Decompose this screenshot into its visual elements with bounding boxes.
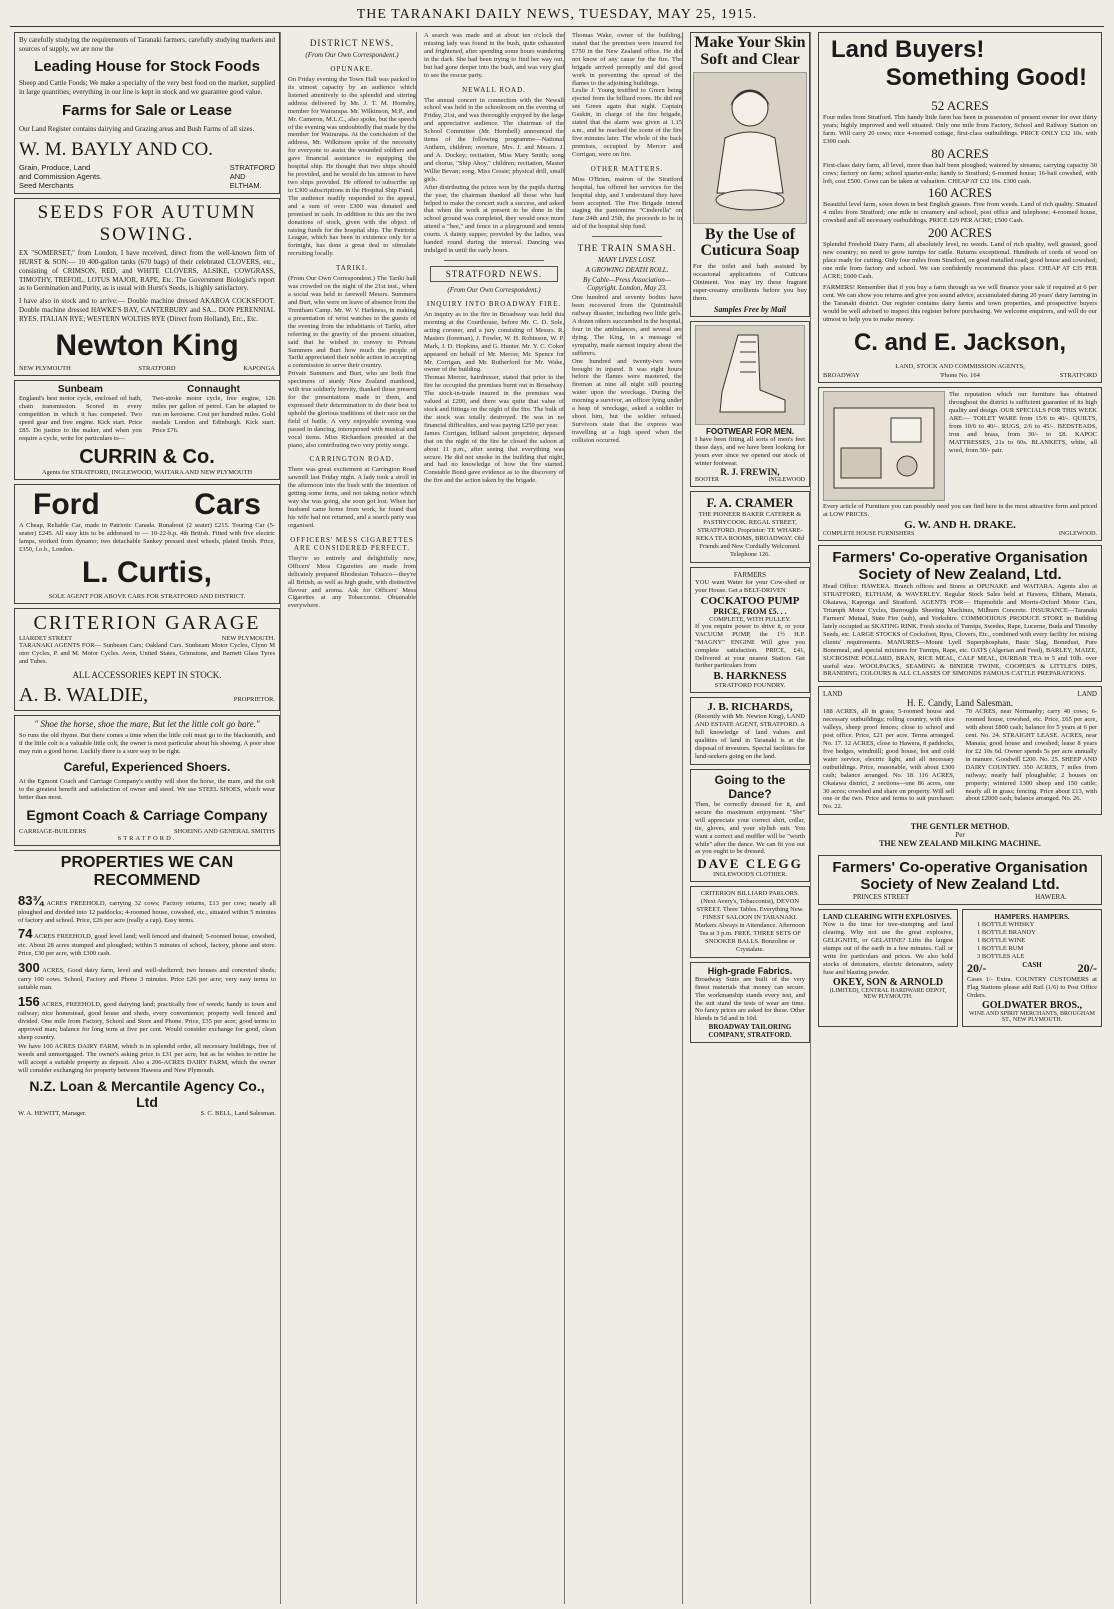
pump-heading: COCKATOO PUMP [700, 594, 800, 607]
room-interior-icon [829, 398, 939, 494]
property-4-text: ACRES, FREEHOLD, good dairying land; practically free of weeds; handy to town and railway; nice homestead, good house and sheds, every convenience; property well fenced and divided. One mile from Factory, School and Store and Phone. Price, £35 per acre; good terms to approved man; balance for long term at five per cent. Would consider exchange for good, clean sheep country. [18, 1000, 276, 1041]
explosives-advert [818, 909, 958, 1026]
inquiry-article-2: Thomas Mercer, hairdresser, stated that prior to the fire he occupied the premises burnt out in Broadway. The stock-in-trade insured in the premises was valued at £200, and there was quite that value of stock and fittings on the night of the fire. The bulk of the stock was totally destroyed. He was in no financial difficulties, and was paying £250 per year. [424, 374, 564, 429]
pump-price: PRICE, FROM £5. . . [713, 606, 787, 616]
cigarettes-heading: OFFICERS' MESS CIGARETTES ARE CONSIDERED PERFECT. [290, 535, 414, 552]
garage-agents: TARANAKI AGENTS FOR— Sunbeam Cars; Oakland Cars. Sunbeam Motor Cycles, Clyno M otor Cycles, P. and M. Motor Cycles. Avon, United States, Grimstone, and Barnett Glass Tyres and Tubes. [19, 642, 275, 666]
pump-text-2: If you require power to drive it, or your VACUUM PUMP, the 1½ H.P. "MAGNY" ENGINE Will give you complete satisfaction. PRICE, £41, Delivered at your nearest Station. Get further particulars from [695, 622, 805, 670]
cramer-name: F. A. CRAMER [706, 495, 794, 511]
train-smash-heading: THE TRAIN SMASH. [577, 243, 677, 254]
fabrics-text: Broadway Suits are built of the very finest materials that money can secure. The workmanship stands every test, and the suit stand the tests of wear are time. No fancy prices are asked for these. Other blends in 5d and in 10d. [695, 975, 805, 1023]
property-3 [18, 960, 276, 992]
bayly-firm: W. M. BAYLY AND CO. [19, 139, 213, 161]
coop2-town: HAWERA. [1035, 893, 1067, 902]
fire-article-2: Leslie J. Young testified to Green being ejected from the billiard room. He did not see Green again that night. Captain Gaskin, in charge of the fire brigade, stated that the alarm was given at 1.15 a.m., and he reached the scene of the fire five minutes later. The whole of the back premises, occupied by Mercer and Corrigan, were on fire. [572, 87, 682, 158]
column-ads-left [14, 32, 281, 1604]
opunake-heading: OPUNAKE. [330, 65, 374, 73]
gentler-per: Per [955, 831, 965, 840]
coop-heading-2: Society of New Zealand, Ltd. [858, 566, 1062, 584]
garage-stock: ALL ACCESSORIES KEPT IN STOCK. [72, 670, 222, 681]
coach-text-2: At the Egmont Coach and Carriage Company's smithy will shoe the horse, the mare, and the colt to the greatest benefit and satisfaction of owner and steed. We use STEEL SHOES, which wear better than most. [19, 778, 275, 801]
dance-heading: Going to the Dance? [714, 772, 786, 801]
cramer-text: THE PIONEER BAKER CATERER & PASTRYCOOK. REGAL STREET, STRATFORD. Proprietor: TE WHARE-REKA TEA ROOMS, BROADWAY. Old Friends and New Cordially Welcomed. Telephone 126. [695, 511, 805, 559]
curtis-heading: L. Curtis, [81, 556, 212, 590]
other-matters-article: Miss O'Brien, matron of the Stratford hospital, has offered her services for the hospital ship, and I understand they have been accepted. The Fire Brigade intend staging the pantomime "Cinderella" on June 24th and 25th, the proceeds to be in aid of the hospital ship fund. [572, 175, 682, 231]
cockatoo-pump-advert [690, 567, 810, 693]
carrington-article: There was great excitement at Carrington Road sawmill last Friday night. A lady took a stroll in the afternoon into the bush with the intention of getting some ferns, and not taking notice which way she was going, she soon got lost. When her husband came home from work, he found that his wife had not returned, and a search party was organised. [288, 466, 416, 529]
property-2 [18, 926, 276, 958]
property-4-number: 156 [18, 993, 40, 1009]
boot-icon [710, 330, 790, 420]
drake-name: G. W. AND H. DRAKE. [904, 519, 1016, 532]
land-buyers-heading: Land Buyers! [831, 36, 985, 63]
newall-road-heading: NEWALL ROAD. [462, 85, 526, 94]
cigarettes-article: They're so entirely and delightfully new, Officers' Mess Cigarettes are made from delicately prepared Rhodesian Tobacco—they're all British, as well as high grade, with distinctive flavour and aroma. Ask for Officers' Mess Cigarettes at any Tobacconist. Obtainable everywhere. [288, 554, 416, 610]
clegg-trade: INGLEWOOD'S CLOTHIER. [713, 872, 787, 879]
land-buyers-advert [818, 32, 1102, 383]
drake-town: INGLEWOOD. [1058, 531, 1097, 538]
tariki-heading: TARIKI. [336, 264, 368, 273]
property-3-text: ACRES, Good dairy farm, level and well-sheltered; two houses and concreted sheds; carry 100 cows. School, Factory and Phone 3 minutes. Price £26 per acre; very easy terms to suitable man. [18, 967, 276, 991]
waldie-title: PROPRIETOR. [233, 696, 275, 704]
coach-verse: " Shoe the horse, shoe the mare, But let the little colt go bare." [34, 719, 260, 730]
goldwater-name: GOLDWATER BROS., [981, 999, 1083, 1011]
bayly-towns: STRATFORD AND ELTHAM. [229, 163, 275, 191]
bayly-heading-2: Farms for Sale or Lease [61, 101, 233, 119]
candy-land-advert [818, 686, 1102, 815]
cuticura-heading-2: By the Use of Cuticura Soap [700, 225, 800, 260]
newton-king-logo: Newton King [55, 329, 239, 363]
column-district-news [288, 32, 417, 1604]
broadway-tailoring: BROADWAY TAILORING COMPANY, STRATFORD. [708, 1023, 792, 1040]
land-left: LAND [823, 690, 843, 699]
coop-text: Head Office: HAWERA. Branch offices and Stores at OPUNAKE and WAITARA. Agents also at STRATFORD, ELTHAM, & WAVERLEY. Regular Stock Sales held at Hawera, Eltham, Manaia, Okaiawa, Kaponga and Stratford. AGENTS FOR— Hupmobile and Morris-Oxford Motor Cars, Triumph Motor Cycles, Burroughs Sheeting Machines, Milburn Concrete. INSURANCE—Taranaki Farmers' Mutual, State Fire (sub), and Yorkshire. COMMODIOUS PRODUCE STORE in Building lately occupied as SKATING RINK. Fresh stocks of Turnips, Swedes, Rape, Lucerne, Buda and Timothy Seeds, etc. LARGE STOCKS of Cocksfoot, Ryes, Clovers, Etc., combined with every facility for mixing clients' requirements. MANURES—Mount Lyell Superphosphate, Basic Slag, Bonedust, Pure Bonemeal, and special mixtures for Turnips, Rape, etc. OATS (Algerian and Feed), BARLEY, MAIZE, SUCROSINE POLLARD, BRAN, RICE MEAL, CALF MEAL, DURBAR TEA in 5 and 10lb. over useful size. WOOLPACKS, SEAMING & BINDER TWINE, COOPER'S & LITTLE'S DIPS, BRANDING, COLOURS & ALL CLASSES OF SIMONDS FAMOUS CATTLE PREPARATIONS. [823, 583, 1097, 678]
dance-advert [690, 769, 810, 882]
richards-name: J. B. RICHARDS, [707, 701, 793, 714]
okey-arnold-trade: (LIMITED), CENTRAL HARDWARE DEPOT, NEW PLYMOUTH. [829, 987, 947, 1000]
coop-heading: Farmers' Co-operative Organisation [832, 549, 1088, 567]
richards-text: (Recently with Mr. Newton King), LAND AND ESTATE AGENT, STRATFORD. A full knowledge of land values and qualities of land in Taranaki is at the disposal of investors. Special facilities for land-seekers going on the land. [695, 713, 805, 760]
bayly-advert [14, 32, 280, 194]
candy-text-left: 188 ACRES, all in grass; 5-roomed house and necessary outbuildings; rolling country, with nice valleys, sheep proof fences; close to school and post office. Price, £21 per acre. Terms arranged. No. 17. 12 ACRES, close to Hawera, 8 paddocks, five hedges, windmill; good house, hot and cold water service, electric light, and all necessary outbuildings. Price, reasonable, with about £300 cash; balance arranged. No. 18. 116 ACRES, Okaiawa district, 2 sections—one 86 acres, one 30 acres; cowshed and share on property. Will sell one or the two. Price and terms to suit purchaser. No. 22. [823, 708, 955, 811]
property-1 [18, 893, 276, 925]
drake-text-2: Every article of Furniture you can possibly need you can find here in the most attractive form and priced at LOW PRICES. [823, 503, 1097, 519]
train-smash-sub-2: A GROWING DEATH ROLL. [585, 266, 669, 275]
opunake-article: On Friday evening the Town Hall was packed to its utmost capacity by an audience which listened attentively to the splendid and stirring address delivered by Mr. J. T. M. Hornsby, member for Wairarapa. Mr. Wilkinson, M.P., and Mr. Cameron, M.L.C., also spoke, but the speech of the evening was undoubtedly that made by the member for Wairarapa. At the conclusion of the address, Mr. Wilkinson spoke of the necessity for everyone to assist the wounded soldiers and gave financial assistance to equipping the hospital ship. He thought that two ships should be provided, and he would do his utmost to have two ships provided. He offered to subscribe up to £300 subscriptions in the Hospital Ship Fund. [288, 76, 416, 194]
pump-farmers: FARMERS [733, 571, 767, 580]
gentler-method: THE GENTLER METHOD. [910, 822, 1010, 832]
currin-agents: Agents for STRATFORD, INGLEWOOD, WAITARA AND NEW PLYMOUTH [41, 468, 253, 476]
coach-advert [14, 715, 280, 846]
frewin-trade: BOOTER [695, 477, 719, 484]
coop2-street: PRINCES STREET [853, 893, 910, 902]
bayly-intro: By carefully studying the requirements of Taranaki farmers, carefully studying markets and sources of supply, we are now the [19, 36, 275, 53]
seeds-stock: I have also in stock and to arrive:— Double machine dressed AKAROA COCKSFOOT. Double machine dressed HAWKE'S BAY, CANTERBURY and SA... DON PERENNIAL RYES. ITALIAN RYE; WESTERN WOLTHS RYE (Direct from Holland), Etc., Etc. [19, 297, 275, 323]
other-matters-heading: OTHER MATTERS. [590, 164, 664, 173]
milking-machine-name: THE NEW ZEALAND MILKING MACHINE. [879, 839, 1041, 849]
jackson-town: STRATFORD [1059, 372, 1097, 380]
coach-text: So runs the old rhyme. But there comes a time when the little colt must go to the blacksmith, and if the little colt is a valuable little colt, the owner is most particular about his shoeing. A poor shoe may ruin a good horse. Luckily there is a sure way to be right. [19, 732, 275, 756]
acres-52: 52 ACRES [931, 98, 989, 113]
richards-advert [690, 697, 810, 765]
coach-firm: Egmont Coach & Carriage Company [26, 806, 268, 823]
train-smash-sub-3: By Cable—Press Association—Copyright. London, May 23. [583, 276, 671, 293]
explosives-text: Now is the time for tree-stumping and land clearing. Why not use the great explosive, GELIGNITE, or GELATINE? Lifts the largest stumps out of the earth in a few minutes. Call or write for particulars and prices. We also hold stocks of detonators, electric detonators, safety fuse and blasting powder. [823, 921, 953, 976]
acres-200: 200 ACRES [928, 225, 992, 241]
garage-heading: CRITERION GARAGE [33, 612, 261, 635]
seeds-heading-2: SOWING. [99, 224, 195, 246]
bayly-heading: Leading House for Stock Foods [34, 57, 260, 75]
nz-loan-salesman: S. C. BELL, Land Salesman. [200, 1110, 276, 1118]
column-ads-right [818, 32, 1102, 1604]
bayly-trades: Grain, Produce, Land and Commission Agents. Seed Merchants [19, 163, 102, 191]
goldwater-trade: WINE AND SPIRIT MERCHANTS, BROUGHAM ST., NEW PLYMOUTH. [968, 1010, 1096, 1023]
furniture-illustration [823, 391, 945, 501]
nz-loan-heading: N.Z. Loan & Mercantile Agency Co., Ltd [29, 1078, 265, 1111]
property-2-number: 74 [18, 926, 33, 942]
acres-200-text: Splendid Freehold Dairy Farm, all absolutely level, no weeds. Land of rich quality, well grassed, good new country; no need to grow turnips for cattle. Returns exceptional. Hundreds of cords of wood on place ready for cutting. Only four miles from Stratford, on good metalled road; good house and cowshed; one mile from factory and school. We can confidently recommend this place. CHEAP AT £35 PER ACRE; £600 Cash. [823, 241, 1098, 280]
inquiry-article: An inquiry as to the fire in Broadway was held this morning at the Courthouse, before Mr. C. D. Sole, acting coroner, and a jury consisting of Messrs. R. Masters (foreman), J. Fowler, W. H. Robinson, W. P. Mark, J. D. Hopkins, and G. Hunter. Mr. Y. C. Coker appeared on behalf of Mr. Mercer, Mr. Spence for Mr. Corrigan, and Mr. Rutherford for Mr. Wake, owner of the building. [424, 310, 564, 374]
woman-washing-illustration [693, 72, 807, 224]
dance-text: Then, be correctly dressed for it, and secure the maximum enjoyment. "She" will appreciate your correct shirt, collar, tie, gloves, and your stylish suit. You want a correct and muffler will be "worth while" after the dance. We can fit you out as you ought to be dressed. [695, 800, 805, 856]
billiard-text: CRITERION BILLIARD PARLORS. (Next Avery's, Tobacconist), DEVON STREET. Three Tables. Everything New. FINEST SALOON IN TARANAKI. Markers Always in Attendance. Afternoon Tea at 3 p.m. FREE. THREE SETS OF SNOOKER BALLS. Bonzoline or Crystalate. [695, 890, 805, 953]
footwear-heading: FOOTWEAR FOR MEN. [706, 426, 794, 436]
coach-trade-1: CARRIAGE-BUILDERS [19, 827, 87, 835]
train-smash-article-2: One hundred and twenty-two were brought in injured. It was eight hours before the flames were mastered, the fireman at nine all night still pouring water upon the wreckage. During the morning a survivor, an officer lying under a heap of wreckage, asked a soldier to shoot him, but the soldier refused. Survivors state that the express was travelling at a high speed when the collision occurred. [572, 357, 682, 444]
connaught-text: Two-stroke motor cycle, free engine, 126 miles per gallon of petrol. Can be adapted to run on kerosene. Cost per hundred miles. Gold medals London and Edinburgh. Kick start. Price £76. [152, 395, 275, 434]
seeds-advert [14, 198, 280, 376]
bayly-text-2: Our Land Register contains dairying and Grazing areas and Bush Farms of all sizes. [19, 124, 255, 133]
hampers-advert [962, 909, 1102, 1026]
farmers-remember: FARMERS! Remember that if you buy a farm through us we will finance your sale if required at 6 per cent. We can show you returns and give you sound advice, accumulated during 20 years' dairy farming in the Taranaki district. Our register contains dairy farms and town properties, and prospective buyers would be well advised to inspect this register before purchasing. We welcome enquirers, and will do our utmost to help you to make money. [823, 283, 1097, 323]
newton-king-town-3: KAPONGA [243, 365, 275, 373]
farmers-coop-advert [818, 545, 1102, 682]
seeds-heading: SEEDS FOR AUTUMN [37, 202, 257, 224]
hampers-cash: CASH [1022, 960, 1042, 969]
carrington-heading: CARRINGTON ROAD. [309, 455, 395, 464]
jackson-street: BROADWAY [823, 372, 860, 380]
seeds-text: EX "SOMERSET," from London, I have received, direct from the well-known firm of HURST & SON:— 10 400-gallon tanks (670 bags) of their celebrated CLOVERS, etc., consisting of CRIMSON, RED, and WHITE CLOVERS, ALSIKE, COWGRASS, TIMOTHY, TREFOIL, LOTUS MAJOR, RAPE, Etc. The Government Biologist's report as to Germination and Purity, as is usual with Hurst's Seeds, is highly satisfactory. [19, 249, 275, 293]
something-good-heading: Something Good! [885, 64, 1087, 91]
newton-king-town-1: NEW PLYMOUTH [19, 365, 71, 373]
stratford-news-heading: STRATFORD NEWS. [430, 266, 558, 282]
fabrics-heading: High-grade Fabrics. [707, 965, 793, 976]
coop2-heading-2: Society of New Zealand Ltd. [860, 876, 1060, 894]
acres-160-text: Beautiful level farm, sown down in best English grasses. Free from weeds. Land of rich quality. Situated 4 miles from Stratford; one mile to creamery and school, post office and telephone; 4-roomed house, cowshed and all necessary outbuildings. PRICE £29 PER ACRE; £500 Cash. [823, 201, 1097, 225]
ford-advert [14, 484, 280, 605]
hampers-price-right: 20/- [1077, 960, 1097, 975]
jackson-phone: 'Phone No. 164 [939, 372, 980, 380]
acres-80-text: First-class dairy farm, all level, more than half been ploughed; watered by streams; carrying capacity 30 cows; factory on farm; school quarter-mile; handy to Stratford; 6-roomed house; 16-bail cowshed, with loft, cost £500. Cows can be taken at valuation. CHEAP AT £32 10s. £300 cash. [823, 161, 1097, 185]
harkness-foundry: STRATFORD FOUNDRY. [714, 682, 786, 690]
drake-trade: COMPLETE HOUSE FURNISHERS [823, 531, 915, 538]
billiard-advert [690, 886, 810, 957]
newall-road-article-2: After distributing the prizes won by the pupils during the year, the chairman thanked all those who had helped to make the concert such a success, and asked that when the work at present to be done in the school ground was completed, they would once more attend a "bee," and fence in a playground and tennis courts. A dainty supper, provided by the ladies, was handed round during the interval. Dancing was indulged in until the early hours. [424, 183, 564, 255]
hampers-price-left: 20/- [967, 960, 987, 975]
masthead: THE TARANAKI DAILY NEWS, TUESDAY, MAY 25, 1915. [10, 4, 1104, 27]
stratford-news-sub: (From Our Own Correspondent.) [447, 285, 541, 294]
okey-arnold-name: OKEY, SON & ARNOLD [832, 976, 944, 988]
property-1-text: ACRES FREEHOLD, carrying 32 cows; Factory returns, £13 per cow; nearly all ploughed and divided into 12 paddocks; 4-roomed house, cowshed, etc., situated within 5 minutes of factory and school. Price, £26 per acre (really a cap). Easy terms. [18, 899, 276, 924]
drake-text: The reputation which our furniture has obtained throughout the district is sufficient guarantee of its high quality and design. OUR SPECIALS FOR THIS WEEK ARE:— TOILET WARE from 15/6 to 40/-. QUILTS, from 10/6 to 40/-. RUGS, 2/6 to 45/-. BEDSTEADS, iron and brass, from 30/- to £8. KAPOC MATTRESSES, 21s to 60s. BLANKETS, white, all wool, from 30/- pair. [949, 391, 1097, 454]
column-ads-middle [690, 32, 811, 1604]
pump-text: YOU want Water for your Cow-shed or your House. Get a BELT-DRIVEN [695, 579, 805, 594]
acres-52-text: Four miles from Stratford. This handy little farm has been in possession of present owner for over thirty years; highly improved and well situated. Only one mile from Factory, School and Railway Station on farm. Will carry 20 cows; nice 4-roomed cottage, first-class outbuildings. PRICE ONLY £32 10s. with £300 cash. [823, 114, 1097, 145]
cuticura-advert [690, 32, 810, 317]
candy-heading: H. E. Candy, Land Salesman. [907, 698, 1013, 709]
nz-loan-manager: W. A. HEWITT, Manager. [18, 1110, 87, 1118]
continued-article: A search was made and at about ten o'clock the missing lady was found in the bush, quite exhausted and frightened, after spending some hours wandering in the dark. She had been trying to find her way out, but had gone deeper into the bush, and was very glad to see the rescue party. [424, 32, 564, 79]
property-5: We have 100 ACRES DAIRY FARM, which is in splendid order, all necessary buildings, free of weeds and unmortgaged. The owner's asking price is £31 per acre, but as he wishes to retire he will accept a suitable property as deposit. Also a 206-ACRES DAIRY FARM, which the owner will consider exchanging for property between Hawera and New Plymouth. [18, 1043, 276, 1075]
curtis-agent: SOLE AGENT FOR ABOVE CARS FOR STRATFORD AND DISTRICT. [48, 593, 246, 601]
tariki-article: (From Our Own Correspondent.) The Tariki hall was crowded on the night of the 21st inst., when a social was held to farewell Messrs. Summers and Burt, who were on leave of absence from the Trentham Camp. Mr. W. V. Harkness, in making a presentation of wrist watches to the guests of the evening from the inhabitants of Tariki, after referring to the gravity of the present situation, said that he wished to convey to Private Summers and Burt how much the people of Tariki appreciated their noble action in accepting a commission to serve their country. [288, 275, 416, 370]
drake-advert [818, 387, 1102, 541]
milking-machine-advert [818, 819, 1102, 851]
column-train-smash [572, 32, 683, 1604]
cuticura-samples: Samples Free by Mail [713, 304, 787, 314]
garage-town: NEW PLYMOUTH. [221, 635, 275, 643]
ford-heading: Ford [33, 487, 100, 521]
frewin-town: INGLEWOOD [768, 477, 805, 484]
column-stratford-news [424, 32, 565, 1604]
newton-king-town-2: STRATFORD [138, 365, 176, 373]
footwear-text: I have been fitting all sorts of men's feet these days, and we have been looking for yours ever since we opened our stock of winter footwear. [695, 435, 805, 467]
frewin-name: R. J. FREWIN, [720, 467, 780, 478]
train-smash-article: One hundred and seventy bodies have been recovered from the Quintinshill railway disaster, including two little girls. A dozen others succumbed in the hospital, four in the ambulances, and several are dying. The King, in a message of sympathy, made earnest inquiry about the sufferers. [572, 294, 682, 357]
bottom-ads-row [818, 909, 1102, 1030]
ford-text: A Cheap, Reliable Car, made in Patriotic Canada. Runabout (2 seater) £215. Touring Car (5-seater) £245. All easy kits to be addressed to — 10-22-h.p. 4th British. Fitted with five electric lamps, worked from dynamo; two detachable Sankey pressed steel wheels, plated finish. Price, £350, f.o.b., London. [19, 521, 275, 553]
candy-text-right: 70 ACRES, near Normanby; carry 40 cows; 6-roomed house, cowshed, etc. Price, £65 per acre, with about £800 cash; balance for 5 years at 6 per cent. No. 24. STRAIGHT LEASE. ACRES, near Manaia; good house and cowshed; lease 8 years for £2 10s 6d. Owner spends 5s per acre annually in manure. Goodwill £200. No. 25. SHEEP AND DAIRY COUNTRY. 350 ACRES, 7 miles from railway; nearly half ploughable; 2 houses on property; wintered 1300 sheep and 150 cattle; nearly all in grass; fencing. Price about £13, with about £2000 cash; balance arranged. No. 26. [965, 708, 1097, 803]
woman-illustration-icon [705, 78, 795, 218]
explosives-heading: LAND CLEARING WITH EXPLOSIVES. [823, 913, 952, 922]
hampers-heading: HAMPERS. HAMPERS. [994, 913, 1070, 922]
hampers-list: 1 BOTTLE WHISKY 1 BOTTLE BRANDY 1 BOTTLE WINE 1 BOTTLE RUM 3 BOTTLES ALE [977, 921, 1036, 961]
cramer-advert [690, 491, 810, 563]
fabrics-advert [690, 962, 810, 1044]
property-4 [18, 994, 276, 1042]
coach-town: STRATFORD. [117, 834, 177, 842]
train-smash-sub-1: MANY LIVES LOST. [597, 256, 657, 265]
hampers-text: Cases 1/- Extra. COUNTRY CUSTOMERS at Flag Stations please add Rail (1/6) to Post Office Orders. [967, 975, 1097, 999]
coop2-heading: Farmers' Co-operative Organisation [832, 859, 1088, 877]
acres-80: 80 ACRES [931, 145, 989, 161]
footwear-advert [690, 321, 810, 488]
garage-street: LIARDET STREET [19, 635, 73, 643]
sunbeam-heading: Sunbeam [57, 384, 103, 396]
properties-advert [14, 850, 280, 1120]
cuticura-heading: Make Your Skin Soft and Clear [694, 34, 806, 68]
pump-complete: COMPLETE, WITH PULLEY. [709, 615, 791, 623]
tariki-article-2: Private Summers and Burt, who are both fine specimens of sturdy New Zealand manhood, with true soldierly brevity, thanked those present for the presentations made to them, and expressed their determination to do their best to uphold the glorious traditions of their race on the field of battle. A very enjoyable evening was passed in dancing, interspersed with musical and vocal items. Miss Richardson presided at the piano, also contributing two very pretty songs. [288, 370, 416, 449]
cars-heading: Cars [194, 487, 261, 521]
farmers-coop-advert-2 [818, 855, 1102, 905]
connaught-heading: Connaught [187, 384, 240, 396]
property-2-text: ACRES FREEHOLD, good level land; well fenced and drained; 5-roomed house, cowshed, etc. About 28 acres stumped and ploughed; within 5 minutes of school, factory, phone and store. Price, £30 per acre, with £300 cash. [18, 933, 276, 958]
motorcycles-advert [14, 380, 280, 480]
jackson-heading: C. and E. Jackson, [853, 329, 1067, 357]
fire-article: Thomas Wake, owner of the building, stated that the premises were insured for £750 in the New Zealand office. He did not know of any cause for the fire. The brigade arrived promptly and did good work in preventing the spread of the flames to the adjoining buildings. [572, 32, 682, 87]
coach-subheading: Careful, Experienced Shoers. [63, 760, 231, 774]
property-1-number: 83¾ [18, 892, 44, 908]
boot-illustration [695, 325, 805, 425]
bayly-text: Sheep and Cattle Foods; We make a specialty of the very best food on the market, supplied in large quantities; everything in our line is kept in stock and we guarantee good value. [19, 79, 275, 96]
property-3-number: 300 [18, 960, 40, 976]
currin-heading: CURRIN & Co. [79, 445, 215, 468]
clegg-name: DAVE CLEGG [697, 856, 803, 872]
acres-160: 160 ACRES [928, 185, 992, 201]
newall-road-article: The annual concert in connection with the Newall school was held in the schoolroom on the evening of Friday, 21st, and was thoroughly enjoyed by the large and appreciative audience. The chairman of the School Committee (Mr. Hornbell) announced the items of the following programme—National Anthem, children; overture, Mrs. J. and Messrs. J. and A. Dockey; recitation, Miss Mary Smith; song and chorus, "Ship Ahoy," children; recitation, Master Willie Bevan; song, Miss Cessie; physical drill, small girls. [424, 96, 564, 183]
jackson-trade: LAND, STOCK AND COMMISSION AGENTS, [895, 363, 1025, 371]
waldie-name: A. B. WALDIE, [19, 684, 149, 707]
inquiry-article-3: James Corrigan, billiard saloon proprietor, deposed that on the night of the fire he closed the saloon at about 11 p.m., after seeing that everything was secure. He did not smoke in the building that night, and had no knowledge of how the fire started. Constable Bond gave evidence as to the discovery of the fire and the action taken by the brigade. [424, 429, 564, 485]
harkness-name: B. HARKNESS [713, 670, 787, 683]
properties-heading: PROPERTIES WE CAN RECOMMEND [60, 853, 234, 889]
land-right: LAND [1077, 690, 1097, 699]
inquiry-heading: INQUIRY INTO BROADWAY FIRE. [426, 299, 562, 308]
opunake-article-2: The audience readily responded to the appeal, and a sum of over £300 was donated and promised in cash. In addition to this are the two donations of stock, given with the object of raising funds for the hospital ship. The Patriotic League, which has been in existence only for a fortnight, has done a great deal to stimulate recruiting locally. [288, 194, 416, 258]
cuticura-text: For the toilet and bath assisted by occasional applications of Cuticura Ointment. You may try these fragrant super-creamy emollients before you buy them. [693, 263, 807, 302]
district-news-heading: DISTRICT NEWS. [309, 38, 395, 48]
sunbeam-text: England's best motor cycle, enclosed oil bath, chain transmission. Scored in every competition in which it has competed. Two speed gear and free engine. Kick start. Price £85. Do justice to the maker, and when you require a cycle, write for particulars to— [19, 395, 142, 442]
garage-advert [14, 608, 280, 711]
coach-trade-2: SHOEING AND GENERAL SMITHS [173, 827, 275, 835]
district-news-sub: (From Our Own Correspondent.) [305, 51, 399, 59]
